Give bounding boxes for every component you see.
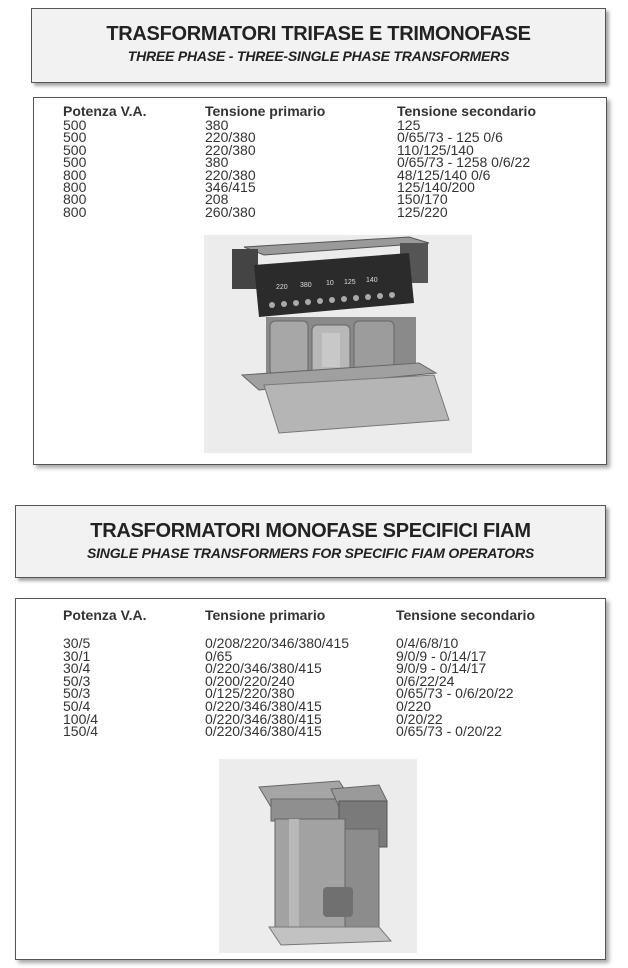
table-cell-secondary: 0/4/6/8/10 (396, 635, 459, 651)
table-cell-power: 30/1 (63, 647, 91, 664)
header-secondary: Tensione secondario (397, 103, 536, 119)
table-cell-primary: 0/65 (205, 647, 233, 664)
table-cell-secondary: 125/140/200 (397, 179, 475, 196)
table-cell-primary: 208 (205, 191, 229, 208)
terminal-label: 10 (326, 280, 334, 287)
power-column (63, 119, 86, 218)
table-cell-primary: 260/380 (205, 203, 256, 220)
table-cell-primary: 346/415 (205, 179, 256, 196)
table-cell-primary: 0/200/220/240 (205, 672, 295, 689)
table-cell-secondary: 0/65/73 - 0/6/20/22 (396, 685, 514, 702)
header-power: Potenza V.A. (63, 103, 147, 119)
table-cell-power: 30/4 (63, 660, 91, 677)
section1-panel (33, 97, 607, 465)
table-cell-secondary: 0/65/73 - 1258 0/6/22 (397, 154, 531, 171)
table-cell-primary: 0/220/346/380/415 (205, 660, 322, 677)
single-phase-transformer-illustration (219, 759, 417, 953)
section1-subtitle: THREE PHASE - THREE-SINGLE PHASE TRANSFORMERS (127, 48, 510, 64)
table-cell-power: 500 (63, 117, 87, 133)
section1-title: TRASFORMATORI TRIFASE E TRIMONOFASE (106, 23, 531, 45)
table-cell-primary: 220/380 (205, 166, 256, 183)
table-cell-primary: 0/208/220/346/380/415 (205, 635, 350, 651)
table-cell-power: 800 (63, 203, 87, 220)
table-cell-primary: 0/125/220/380 (205, 685, 295, 702)
table-cell-power: 50/4 (63, 697, 91, 714)
section1-title-box (31, 8, 606, 83)
terminal-label: 125 (344, 279, 356, 286)
table-cell-primary: 220/380 (205, 129, 256, 146)
table-cell-primary: 0/220/346/380/415 (205, 723, 322, 740)
secondary-column (397, 119, 530, 218)
table-cell-secondary: 9/0/9 - 0/14/17 (396, 647, 487, 664)
terminal-label: 140 (366, 277, 378, 284)
table-cell-secondary: 110/125/140 (397, 141, 474, 158)
table-cell-power: 50/3 (63, 672, 91, 689)
header-primary: Tensione primario (205, 607, 326, 623)
terminal-label: 380 (300, 282, 312, 289)
table-cell-power: 50/3 (63, 685, 91, 702)
three-phase-transformer-illustration (204, 235, 472, 453)
primary-column (205, 637, 349, 738)
table-cell-secondary: 0/6/22/24 (396, 672, 455, 689)
table-cell-secondary: 0/220 (396, 697, 432, 714)
power-column (63, 637, 98, 738)
table-cell-primary: 220/380 (205, 141, 256, 158)
table-cell-power: 150/4 (63, 723, 99, 740)
table-cell-power: 30/5 (63, 635, 91, 651)
table-cell-secondary: 125/220 (397, 203, 448, 220)
table-cell-power: 800 (63, 179, 87, 196)
table-cell-secondary: 150/170 (397, 191, 448, 208)
section2-panel (15, 598, 606, 960)
section2-title: TRASFORMATORI MONOFASE SPECIFICI FIAM (90, 520, 531, 542)
table-cell-secondary: 0/65/73 - 125 0/6 (397, 129, 503, 146)
table-cell-power: 100/4 (63, 710, 99, 727)
table-cell-secondary: 125 (397, 117, 421, 133)
header-secondary: Tensione secondario (396, 607, 535, 623)
three-phase-transformer-photo (204, 235, 472, 453)
header-power: Potenza V.A. (63, 607, 147, 623)
terminal-label: 220 (276, 284, 288, 291)
section2-subtitle: SINGLE PHASE TRANSFORMERS FOR SPECIFIC FIAM OPERATORS (86, 545, 535, 561)
table-cell-primary: 0/220/346/380/415 (205, 697, 322, 714)
table-cell-secondary: 48/125/140 0/6 (397, 166, 491, 183)
table-cell-primary: 380 (205, 154, 229, 171)
table-cell-secondary: 0/65/73 - 0/20/22 (396, 723, 502, 740)
table-cell-power: 800 (63, 191, 87, 208)
secondary-column (396, 637, 514, 738)
primary-column (205, 119, 256, 218)
table-cell-primary: 0/220/346/380/415 (205, 710, 322, 727)
table-cell-power: 500 (63, 129, 87, 146)
table-cell-primary: 380 (205, 117, 229, 133)
header-primary: Tensione primario (205, 103, 326, 119)
table-cell-secondary: 0/20/22 (396, 710, 443, 727)
table-cell-power: 500 (63, 154, 87, 171)
table-cell-power: 800 (63, 166, 87, 183)
single-phase-transformer-photo (219, 759, 417, 953)
table-cell-power: 500 (63, 141, 87, 158)
table-cell-secondary: 9/0/9 - 0/14/17 (396, 660, 487, 677)
section2-title-box (15, 505, 606, 578)
